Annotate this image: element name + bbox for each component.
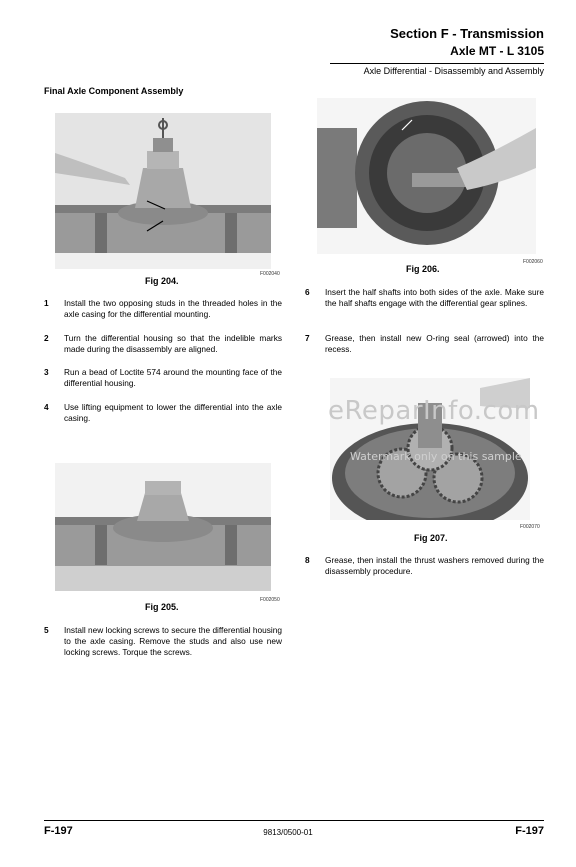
step-text: Insert the half shafts into both sides of the axle. Make sure the half shafts engage with the differential gear splines. xyxy=(325,287,544,308)
step-7 xyxy=(305,333,544,355)
page-number-left: F-197 xyxy=(44,825,73,837)
fig-205-photo xyxy=(55,463,271,591)
step-text: Grease, then install the thrust washers removed during the disassembly procedure. xyxy=(325,555,544,576)
fig-207-code: F002070 xyxy=(520,524,540,530)
fig-204-code: F002040 xyxy=(260,271,280,277)
step-text: Grease, then install new O-ring seal (arrowed) into the recess. xyxy=(325,333,544,354)
fig-204-caption: Fig 204. xyxy=(145,276,179,286)
axle-lifting-illustration xyxy=(55,113,271,269)
step-3 xyxy=(44,367,282,389)
step-number: 5 xyxy=(44,625,49,635)
procedure-title: Final Axle Component Assembly xyxy=(44,86,184,96)
step-8 xyxy=(305,555,544,577)
step-number: 1 xyxy=(44,298,49,308)
header-rule xyxy=(330,63,544,64)
fig-205-code: F002050 xyxy=(260,597,280,603)
fig-204-photo xyxy=(55,113,271,269)
document-number: 9813/0500-01 xyxy=(263,828,313,837)
step-number: 8 xyxy=(305,555,310,565)
step-number: 4 xyxy=(44,402,49,412)
step-1 xyxy=(44,298,282,320)
section-title: Section F - Transmission xyxy=(390,26,544,41)
step-number: 3 xyxy=(44,367,49,377)
fig-206-photo xyxy=(317,98,536,254)
step-6 xyxy=(305,287,544,309)
step-text: Run a bead of Loctite 574 around the mounting face of the differential housing. xyxy=(64,367,282,388)
header-subtitle: Axle Differential - Disassembly and Assembly xyxy=(363,66,544,76)
fig-205-caption: Fig 205. xyxy=(145,602,179,612)
footer-rule xyxy=(44,820,544,821)
step-text: Use lifting equipment to lower the differential into the axle casing. xyxy=(64,402,282,423)
step-number: 2 xyxy=(44,333,49,343)
fig-207-caption: Fig 207. xyxy=(414,533,448,543)
axle-installed-illustration xyxy=(55,463,271,591)
step-text: Install the two opposing studs in the threaded holes in the axle casing for the differential mounting. xyxy=(64,298,282,319)
half-shaft-illustration xyxy=(317,98,536,254)
step-text: Install new locking screws to secure the differential housing to the axle casing. Remove the studs and also use new locking screws. Torque the screws. xyxy=(64,625,282,657)
step-text: Turn the differential housing so that the indelible marks made during the disassembly are aligned. xyxy=(64,333,282,354)
step-2 xyxy=(44,333,282,355)
step-number: 7 xyxy=(305,333,310,343)
step-4 xyxy=(44,402,282,424)
page-number-right: F-197 xyxy=(515,825,544,837)
step-number: 6 xyxy=(305,287,310,297)
watermark-sub: Watermark only on this sample xyxy=(350,450,522,463)
axle-title: Axle MT - L 3105 xyxy=(450,44,544,58)
fig-206-caption: Fig 206. xyxy=(406,264,440,274)
step-5 xyxy=(44,625,282,658)
fig-206-code: F002060 xyxy=(523,259,543,265)
watermark-main: eReparInfo.com xyxy=(328,396,540,426)
